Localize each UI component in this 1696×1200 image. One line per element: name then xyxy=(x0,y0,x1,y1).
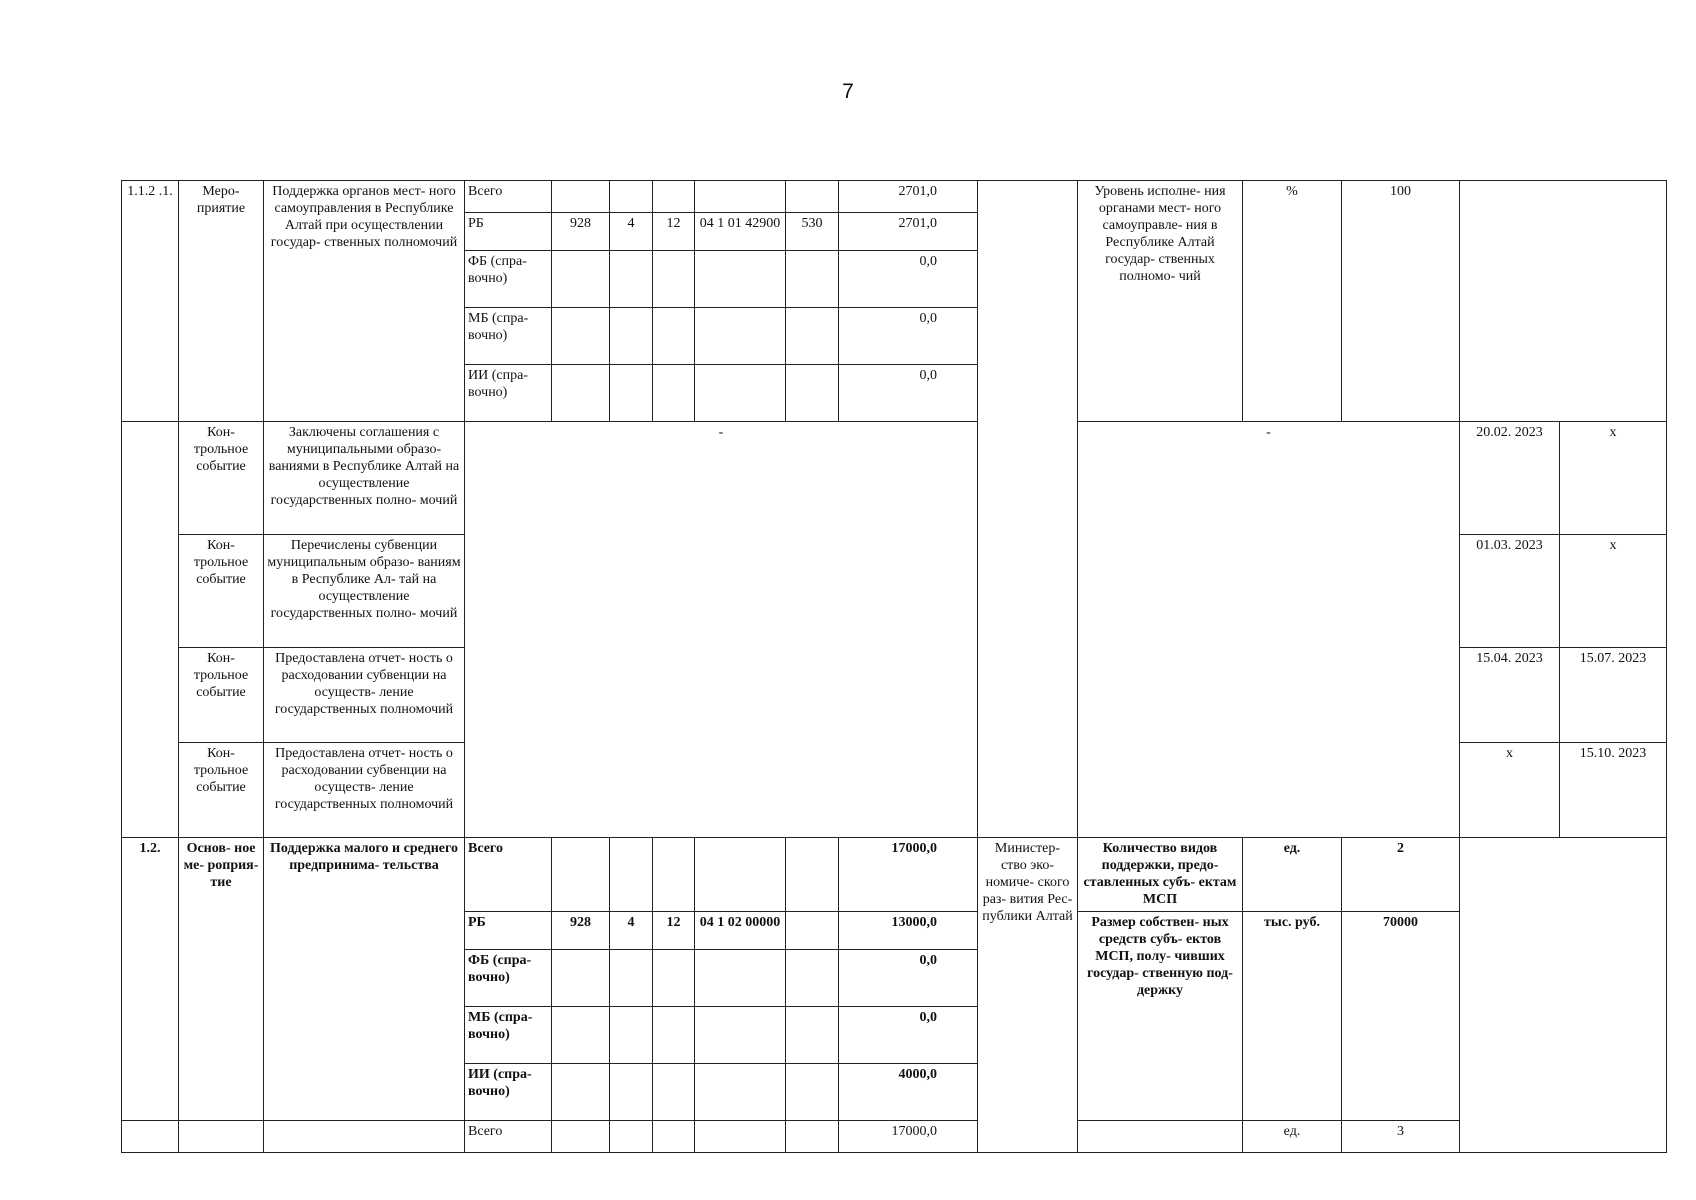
event-type: Кон- трольное событие xyxy=(179,422,264,535)
vr-cell xyxy=(786,1007,839,1064)
rz-cell xyxy=(610,308,653,365)
grbs-cell xyxy=(552,1064,610,1121)
event-name: Предоставлена отчет- ность о расходовании субвенции на осуществ- ление государственных полномочий xyxy=(264,743,465,838)
event-date-2: х xyxy=(1560,422,1667,535)
amount-cell: 0,0 xyxy=(839,1007,978,1064)
event-date-2: 15.10. 2023 xyxy=(1560,743,1667,838)
last-pr xyxy=(653,1121,695,1153)
vr-cell xyxy=(786,912,839,950)
event-type: Кон- трольное событие xyxy=(179,535,264,648)
rz-cell xyxy=(610,181,653,213)
amount-cell: 0,0 xyxy=(839,365,978,422)
program-table xyxy=(121,180,1667,1153)
last-code xyxy=(122,1121,179,1153)
csr-cell xyxy=(695,308,786,365)
csr-cell xyxy=(695,1007,786,1064)
event-date-1: х xyxy=(1460,743,1560,838)
amount-cell: 17000,0 xyxy=(839,838,978,912)
pr-cell xyxy=(653,308,695,365)
csr-cell xyxy=(695,181,786,213)
event-date-2: х xyxy=(1560,535,1667,648)
measure-1-value: 100 xyxy=(1342,181,1460,422)
source-cell: МБ (спра- вочно) xyxy=(465,308,552,365)
rz-cell xyxy=(610,1064,653,1121)
measure-1-name: Поддержка органов мест- ного самоуправления в Республике Алтай при осуществлении государ- ственных полномочий xyxy=(264,181,465,422)
grbs-cell xyxy=(552,950,610,1007)
last-indicator xyxy=(1078,1121,1243,1153)
last-vr xyxy=(786,1121,839,1153)
measure-2-unit-2: тыс. руб. xyxy=(1243,912,1342,1121)
vr-cell xyxy=(786,181,839,213)
amount-cell: 2701,0 xyxy=(839,213,978,251)
event-type: Кон- трольное событие xyxy=(179,743,264,838)
last-name xyxy=(264,1121,465,1153)
source-cell: РБ xyxy=(465,912,552,950)
amount-cell: 0,0 xyxy=(839,251,978,308)
events-code xyxy=(122,422,179,838)
csr-cell xyxy=(695,251,786,308)
event-date-1: 15.04. 2023 xyxy=(1460,648,1560,743)
pr-cell xyxy=(653,251,695,308)
measure-2-value-2: 70000 xyxy=(1342,912,1460,1121)
source-cell: МБ (спра- вочно) xyxy=(465,1007,552,1064)
csr-cell xyxy=(695,950,786,1007)
measure-2-dates xyxy=(1460,838,1667,1153)
measure-1-type: Меро- приятие xyxy=(179,181,264,422)
grbs-cell xyxy=(552,838,610,912)
amount-cell: 13000,0 xyxy=(839,912,978,950)
page-number: 7 xyxy=(842,80,854,103)
event-date-1: 20.02. 2023 xyxy=(1460,422,1560,535)
events-finance-dash: - xyxy=(465,422,978,838)
source-cell: ФБ (спра- вочно) xyxy=(465,251,552,308)
event-date-1: 01.03. 2023 xyxy=(1460,535,1560,648)
source-cell: ФБ (спра- вочно) xyxy=(465,950,552,1007)
pr-cell xyxy=(653,181,695,213)
csr-cell xyxy=(695,838,786,912)
measure-1-unit: % xyxy=(1243,181,1342,422)
measure-2-unit-1: ед. xyxy=(1243,838,1342,912)
measure-1-row-total xyxy=(122,181,1667,213)
grbs-cell: 928 xyxy=(552,213,610,251)
csr-cell: 04 1 02 00000 xyxy=(695,912,786,950)
event-date-2: 15.07. 2023 xyxy=(1560,648,1667,743)
vr-cell xyxy=(786,365,839,422)
vr-cell: 530 xyxy=(786,213,839,251)
event-name: Перечислены субвенции муниципальным образо- ваниям в Республике Ал- тай на осуществление государственных полно- мочий xyxy=(264,535,465,648)
measure-1-dates xyxy=(1460,181,1667,422)
measure-1-code: 1.1.2 .1. xyxy=(122,181,179,422)
measure-2-executor: Министер- ство эко- номиче- ского раз- вития Рес- публики Алтай xyxy=(978,838,1078,1153)
rz-cell xyxy=(610,365,653,422)
event-name: Предоставлена отчет- ность о расходовании субвенции на осуществ- ление государственных полномочий xyxy=(264,648,465,743)
last-rz xyxy=(610,1121,653,1153)
vr-cell xyxy=(786,251,839,308)
csr-cell xyxy=(695,365,786,422)
rz-cell: 4 xyxy=(610,912,653,950)
grbs-cell xyxy=(552,181,610,213)
event-type: Кон- трольное событие xyxy=(179,648,264,743)
pr-cell: 12 xyxy=(653,912,695,950)
measure-2-value-1: 2 xyxy=(1342,838,1460,912)
vr-cell xyxy=(786,308,839,365)
grbs-cell xyxy=(552,1007,610,1064)
grbs-cell xyxy=(552,365,610,422)
pr-cell xyxy=(653,365,695,422)
amount-cell: 2701,0 xyxy=(839,181,978,213)
pr-cell xyxy=(653,1007,695,1064)
last-row xyxy=(122,1121,1667,1153)
last-unit: ед. xyxy=(1243,1121,1342,1153)
pr-cell xyxy=(653,838,695,912)
vr-cell xyxy=(786,838,839,912)
rz-cell xyxy=(610,838,653,912)
last-type xyxy=(179,1121,264,1153)
rz-cell: 4 xyxy=(610,213,653,251)
amount-cell: 0,0 xyxy=(839,950,978,1007)
last-value: 3 xyxy=(1342,1121,1460,1153)
source-cell: Всего xyxy=(465,838,552,912)
vr-cell xyxy=(786,950,839,1007)
events-indicator-dash: - xyxy=(1078,422,1460,838)
amount-cell: 4000,0 xyxy=(839,1064,978,1121)
grbs-cell xyxy=(552,251,610,308)
last-csr xyxy=(695,1121,786,1153)
csr-cell xyxy=(695,1064,786,1121)
pr-cell xyxy=(653,1064,695,1121)
amount-cell: 0,0 xyxy=(839,308,978,365)
measure-2-name: Поддержка малого и среднего предпринима- тельства xyxy=(264,838,465,1121)
source-cell: Всего xyxy=(465,181,552,213)
rz-cell xyxy=(610,1007,653,1064)
last-source: Всего xyxy=(465,1121,552,1153)
source-cell: ИИ (спра- вочно) xyxy=(465,365,552,422)
pr-cell xyxy=(653,950,695,1007)
pr-cell: 12 xyxy=(653,213,695,251)
grbs-cell: 928 xyxy=(552,912,610,950)
event-row-1 xyxy=(122,422,1667,535)
measure-2-indicator-1: Количество видов поддержки, предо- ставленных субъ- ектам МСП xyxy=(1078,838,1243,912)
source-cell: ИИ (спра- вочно) xyxy=(465,1064,552,1121)
source-cell: РБ xyxy=(465,213,552,251)
measure-1-indicator: Уровень исполне- ния органами мест- ного самоуправле- ния в Республике Алтай государ- ственных полномо- чий xyxy=(1078,181,1243,422)
rz-cell xyxy=(610,950,653,1007)
measure-2-type: Основ- ное ме- роприя- тие xyxy=(179,838,264,1121)
measure-1-executor xyxy=(978,181,1078,838)
last-amount: 17000,0 xyxy=(839,1121,978,1153)
grbs-cell xyxy=(552,308,610,365)
measure-2-code: 1.2. xyxy=(122,838,179,1121)
rz-cell xyxy=(610,251,653,308)
csr-cell: 04 1 01 42900 xyxy=(695,213,786,251)
event-name: Заключены соглашения с муниципальными образо- ваниями в Республике Алтай на осуществление государственных полно- мочий xyxy=(264,422,465,535)
last-grbs xyxy=(552,1121,610,1153)
vr-cell xyxy=(786,1064,839,1121)
measure-2-row-total xyxy=(122,838,1667,912)
measure-2-indicator-2: Размер собствен- ных средств субъ- ектов МСП, полу- чивших государ- ственную под- держку xyxy=(1078,912,1243,1121)
